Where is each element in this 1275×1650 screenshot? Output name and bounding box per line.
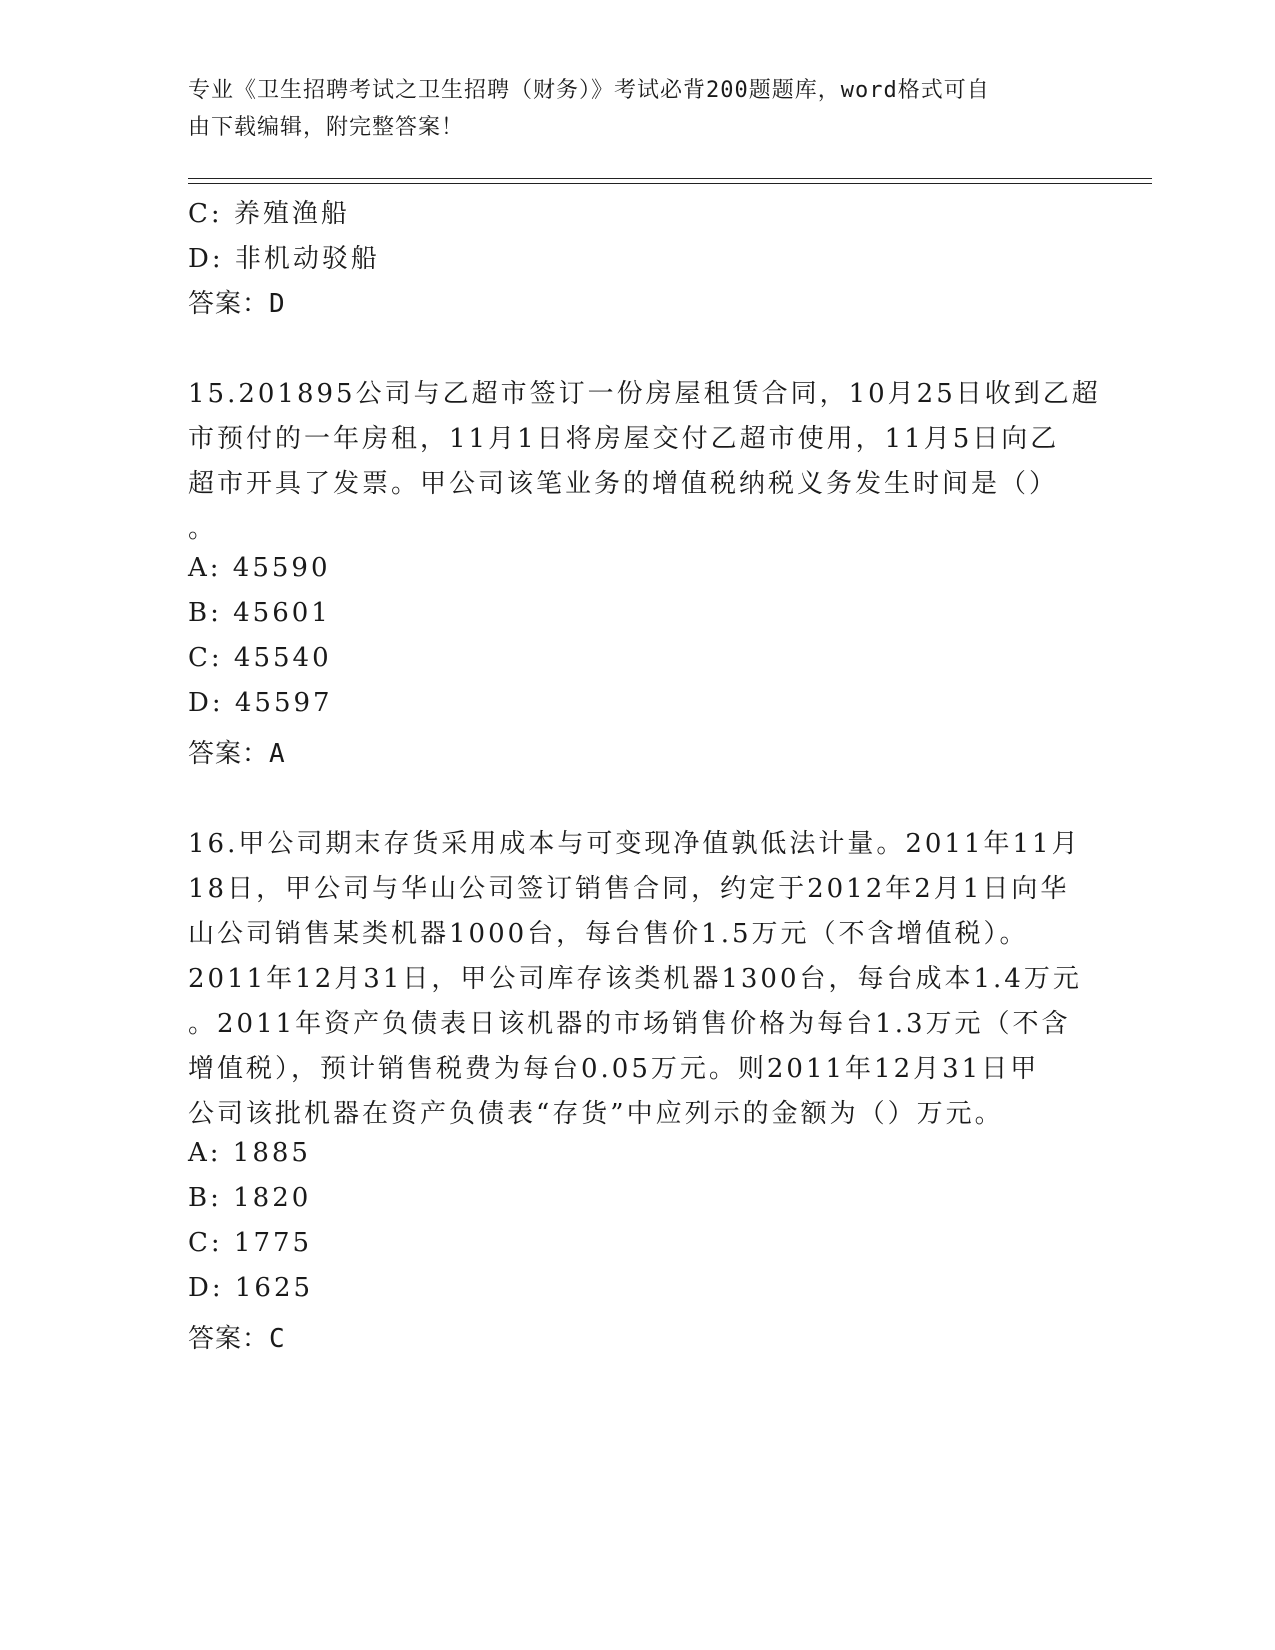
q14-answer: 答案：D (188, 289, 286, 319)
q15-stem-line-3: 超市开具了发票。甲公司该笔业务的增值税纳税义务发生时间是（） (188, 469, 1059, 499)
q16-option-d: D: 1625 (188, 1273, 314, 1303)
q16-stem-line-1: 16.甲公司期末存货采用成本与可变现净值孰低法计量。2011年11月 (188, 829, 1081, 859)
q15-option-c: C: 45540 (188, 643, 332, 673)
header-line-2: 由下载编辑，附完整答案！ (188, 115, 465, 140)
q15-stem-line-4: 。 (188, 514, 218, 544)
q15-stem-line-2: 市预付的一年房租，11月1日将房屋交付乙超市使用，11月5日向乙 (188, 424, 1060, 454)
q16-stem-line-5: 。2011年资产负债表日该机器的市场销售价格为每台1.3万元（不含 (188, 1009, 1071, 1039)
q14-option-c: C: 养殖渔船 (188, 199, 350, 229)
q16-stem-line-7: 公司该批机器在资产负债表“存货”中应列示的金额为（）万元。 (188, 1099, 1004, 1129)
q16-answer: 答案：C (188, 1324, 286, 1354)
q15-stem-line-1: 15.201895公司与乙超市签订一份房屋租赁合同，10月25日收到乙超 (188, 379, 1101, 409)
q16-option-a: A: 1885 (188, 1138, 311, 1168)
document-header (188, 72, 1088, 146)
q15-option-a: A: 45590 (188, 553, 331, 583)
q16-option-b: B: 1820 (188, 1183, 312, 1213)
q16-option-c: C: 1775 (188, 1228, 313, 1258)
header-line-1: 专业《卫生招聘考试之卫生招聘（财务）》考试必背200题题库，word格式可自 (188, 78, 990, 103)
header-divider-top (188, 178, 1152, 179)
q16-stem-line-2: 18日，甲公司与华山公司签订销售合同，约定于2012年2月1日向华 (188, 874, 1070, 904)
q16-stem-line-6: 增值税），预计销售税费为每台0.05万元。则2011年12月31日甲 (188, 1054, 1040, 1084)
q14-option-d: D: 非机动驳船 (188, 244, 380, 274)
header-divider-bottom (188, 183, 1152, 184)
q15-option-b: B: 45601 (188, 598, 331, 628)
q16-stem-line-3: 山公司销售某类机器1000台，每台售价1.5万元（不含增值税）。 (188, 919, 1029, 949)
q15-answer: 答案：A (188, 739, 286, 769)
q15-option-d: D: 45597 (188, 688, 333, 718)
q16-stem-line-4: 2011年12月31日，甲公司库存该类机器1300台，每台成本1.4万元 (188, 964, 1082, 994)
